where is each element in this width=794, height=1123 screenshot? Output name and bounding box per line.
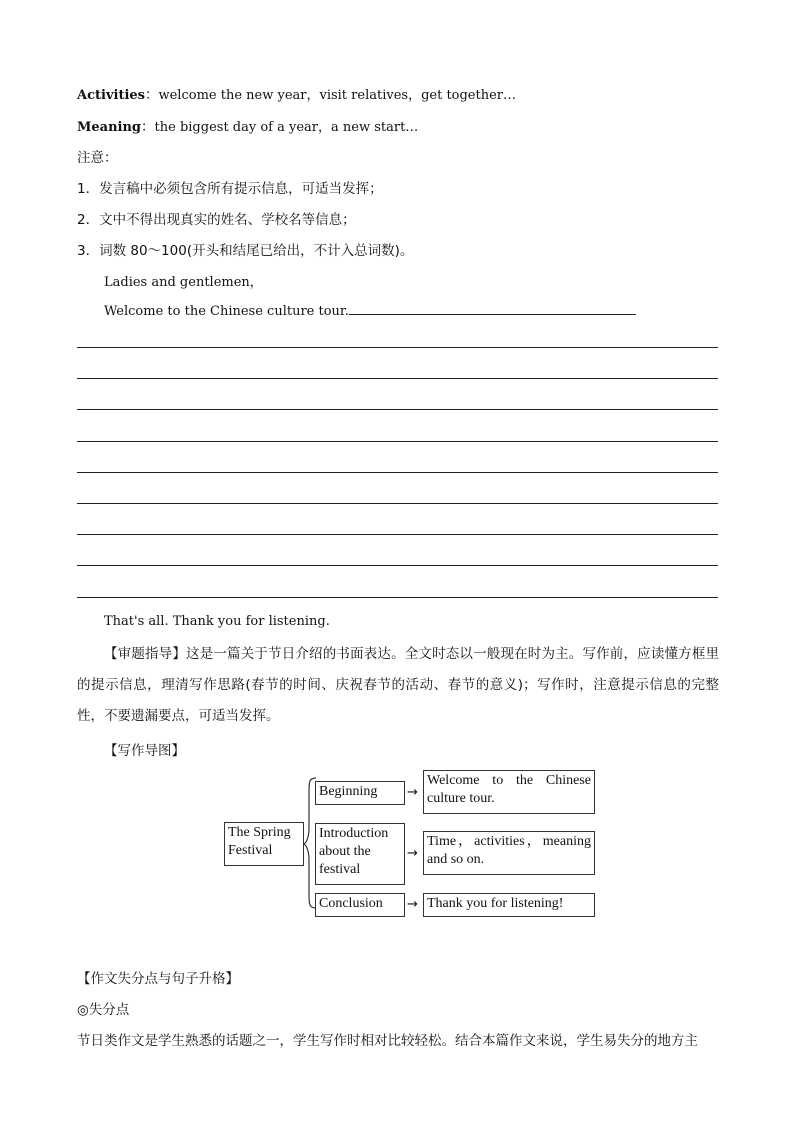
writing-line [77, 597, 718, 598]
mindmap-detail-beginning: Welcome to the Chinese culture tour. [423, 770, 595, 814]
activities-label: Activities [77, 88, 145, 103]
speech-greeting: Ladies and gentlemen， [104, 275, 263, 290]
mindmap-detail-conclusion: Thank you for listening! [423, 893, 595, 917]
activities-line: Activities：welcome the new year，visit relatives，get together… [77, 87, 517, 103]
writing-line [77, 472, 718, 473]
meaning-label: Meaning [77, 120, 142, 135]
writing-line [77, 441, 718, 442]
writing-line [77, 565, 718, 566]
arrow-icon: → [407, 785, 418, 800]
mindmap-detail-introduction: Time，activities，meaning and so on. [423, 831, 595, 875]
mindmap-branch-introduction: Introduction about the festival [315, 823, 405, 885]
meaning-text: the biggest day of a year，a new start… [154, 120, 419, 135]
writing-guidance: 【审题指导】这是一篇关于节日介绍的书面表达。全文时态以一般现在时为主。写作前，应读懂方框里的提示信息，理清写作思路(春节的时间、庆祝春节的活动、春节的意义)；写作时，注意提示信息的完整性，不要遗漏要点，可适当发挥。 [77, 646, 719, 724]
analysis-text: 节日类作文是学生熟悉的话题之一，学生写作时相对比较轻松。结合本篇作文来说，学生易失分的地方主 [77, 1033, 698, 1049]
notes-heading: 注意： [77, 150, 118, 166]
mindmap-branch-beginning: Beginning [315, 781, 405, 805]
writing-line [77, 409, 718, 410]
analysis-subheading: ◎失分点 [77, 1002, 130, 1018]
note-item-3: 3．词数 80～100(开头和结尾已给出，不计入总词数)。 [77, 243, 414, 259]
mindmap-branch-conclusion: Conclusion [315, 893, 405, 917]
mindmap-heading: 【写作导图】 [104, 743, 185, 759]
arrow-icon: → [407, 897, 418, 912]
writing-line [77, 378, 718, 379]
meaning-line: Meaning：the biggest day of a year，a new start… [77, 119, 419, 135]
activities-text: welcome the new year，visit relatives，get together… [158, 88, 517, 103]
note-item-2: 2．文中不得出现真实的姓名、学校名等信息； [77, 212, 356, 228]
writing-line [77, 503, 718, 504]
speech-opening-line [104, 302, 636, 319]
writing-line [77, 347, 718, 348]
opening-answer-blank [349, 302, 636, 315]
arrow-icon: → [407, 846, 418, 861]
speech-opening: Welcome to the Chinese culture tour. [104, 304, 349, 319]
speech-closing: That's all. Thank you for listening. [104, 614, 330, 629]
writing-line [77, 534, 718, 535]
mindmap-root: The Spring Festival [224, 822, 304, 866]
note-item-1: 1．发言稿中必须包含所有提示信息，可适当发挥； [77, 181, 383, 197]
analysis-heading: 【作文失分点与句子升格】 [77, 971, 239, 987]
